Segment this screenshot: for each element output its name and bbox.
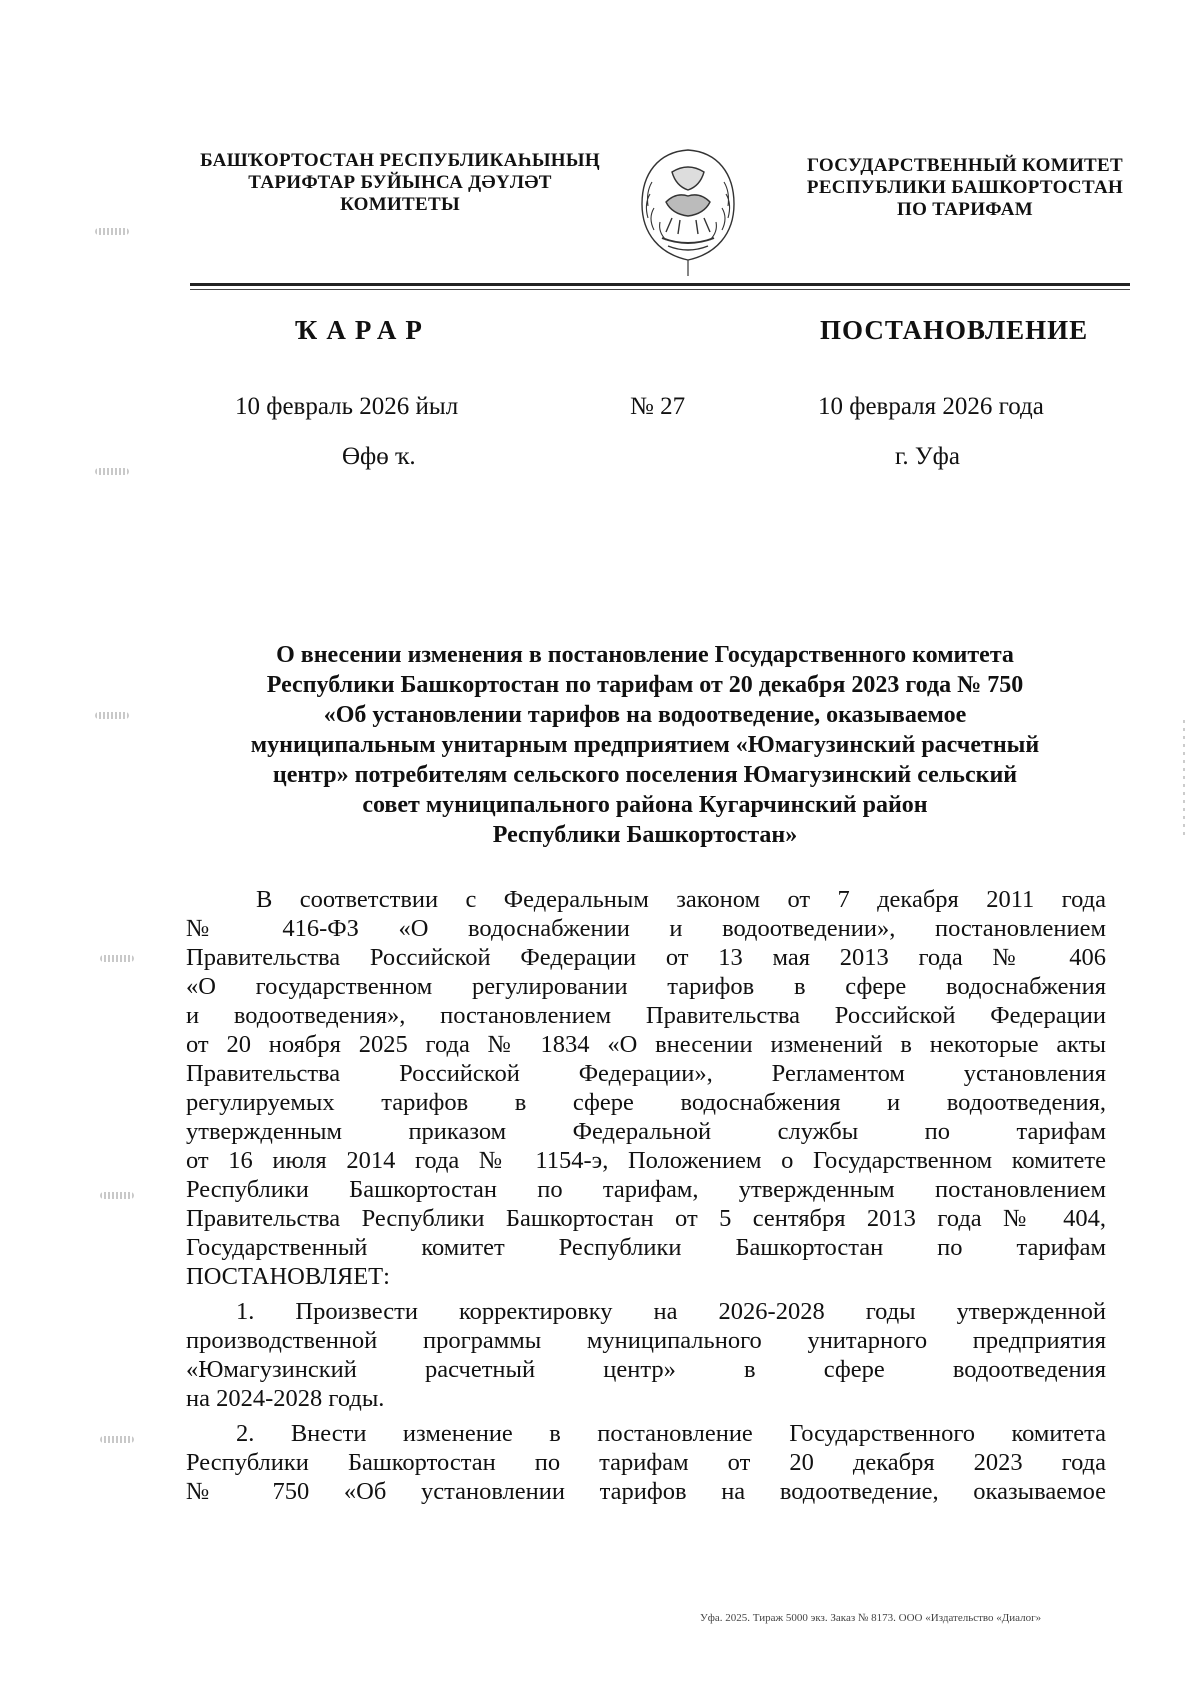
date-bashkir: 10 февраль 2026 йыл [235, 393, 459, 420]
item-1-line: производственной программы муниципального унитарного предприятия [186, 1327, 1106, 1354]
title-line: совет муниципального района Кугарчинский район [362, 792, 928, 818]
item-1-line: 1. Произвести корректировку на 2026-2028 годы утвержденной [236, 1298, 1106, 1325]
body-line: от 16 июля 2014 года № 1154-э, Положением о Государственном комитете [186, 1147, 1106, 1174]
body-line: № 416-ФЗ «О водоснабжении и водоотведении», постановлением [186, 915, 1106, 942]
scan-artifact [95, 712, 129, 719]
title-line: муниципальным унитарным предприятием «Юмагузинский расчетный [250, 732, 1040, 758]
scan-artifact [100, 955, 134, 962]
bashkortostan-emblem-icon [628, 142, 748, 282]
item-2-line: Республики Башкортостан по тарифам от 20 декабря 2023 года [186, 1449, 1106, 1476]
body-line: В соответствии с Федеральным законом от 7 декабря 2011 года [256, 886, 1106, 913]
doc-type-russian: ПОСТАНОВЛЕНИЕ [820, 315, 1089, 345]
title-line: «Об установлении тарифов на водоотведение, оказываемое [323, 702, 967, 728]
document-body [186, 885, 1106, 1506]
scan-artifact [95, 228, 129, 235]
body-line: от 20 ноября 2025 года № 1834 «О внесении изменений в некоторые акты [186, 1031, 1106, 1058]
header-russian-line: РЕСПУБЛИКИ БАШКОРТОСТАН [806, 177, 1124, 198]
body-line: Правительства Республики Башкортостан от 5 сентября 2013 года № 404, [186, 1205, 1106, 1232]
header-russian [800, 155, 1130, 221]
body-line: ПОСТАНОВЛЯЕТ: [186, 1263, 390, 1290]
header-bashkir-line: БАШҠОРТОСТАН РЕСПУБЛИКАҺЫНЫҢ [200, 150, 600, 171]
scan-artifact [95, 468, 129, 475]
city-russian: г. Уфа [895, 443, 960, 470]
item-2-line: 2. Внести изменение в постановление Государственного комитета [236, 1420, 1106, 1447]
header-bashkir-line: КОМИТЕТЫ [340, 194, 460, 215]
date-russian: 10 февраля 2026 года [818, 393, 1044, 420]
body-line: «О государственном регулировании тарифов в сфере водоснабжения [186, 973, 1106, 1000]
body-line: Правительства Российской Федерации», Регламентом установления [186, 1060, 1106, 1087]
header-divider [190, 283, 1130, 286]
body-line: и водоотведения», постановлением Правительства Российской Федерации [186, 1002, 1106, 1029]
document-number: № 27 [630, 393, 686, 420]
scan-artifact [100, 1436, 134, 1443]
document-title [180, 640, 1110, 850]
item-1-line: «Юмагузинский расчетный центр» в сфере водоотведения [186, 1356, 1106, 1383]
item-1-line: на 2024-2028 годы. [186, 1385, 385, 1412]
title-line: О внесении изменения в постановление Государственного комитета [276, 642, 1014, 668]
title-line: Республики Башкортостан» [492, 822, 798, 848]
body-line: Правительства Российской Федерации от 13 мая 2013 года № 406 [186, 944, 1106, 971]
body-line: Республики Башкортостан по тарифам, утвержденным постановлением [186, 1176, 1106, 1203]
doc-type-bashkir: ҠАРАР [295, 315, 431, 345]
header-russian-line: ГОСУДАРСТВЕННЫЙ КОМИТЕТ [807, 155, 1123, 176]
item-2-line: № 750 «Об установлении тарифов на водоотведение, оказываемое [186, 1478, 1106, 1505]
title-line: центр» потребителям сельского поселения Юмагузинский сельский [272, 762, 1018, 788]
scan-artifact [1183, 720, 1185, 840]
scan-artifact [100, 1192, 134, 1199]
header-bashkir-line: ТАРИФТАР БУЙЫНСА ДӘҮЛӘТ [248, 172, 552, 193]
print-footer: Уфа. 2025. Тираж 5000 экз. Заказ № 8173. ООО «Издательство «Диалог» [700, 1612, 1042, 1624]
title-line: Республики Башкортостан по тарифам от 20 декабря 2023 года № 750 [266, 672, 1024, 698]
header-bashkir [180, 150, 620, 216]
city-bashkir: Өфө ҡ. [342, 443, 416, 470]
header-russian-line: ПО ТАРИФАМ [897, 199, 1033, 220]
body-line: Государственный комитет Республики Башкортостан по тарифам [186, 1234, 1106, 1261]
body-line: регулируемых тарифов в сфере водоснабжения и водоотведения, [186, 1089, 1106, 1116]
header-divider-thin [190, 289, 1130, 290]
body-line: утвержденным приказом Федеральной службы по тарифам [186, 1118, 1106, 1145]
